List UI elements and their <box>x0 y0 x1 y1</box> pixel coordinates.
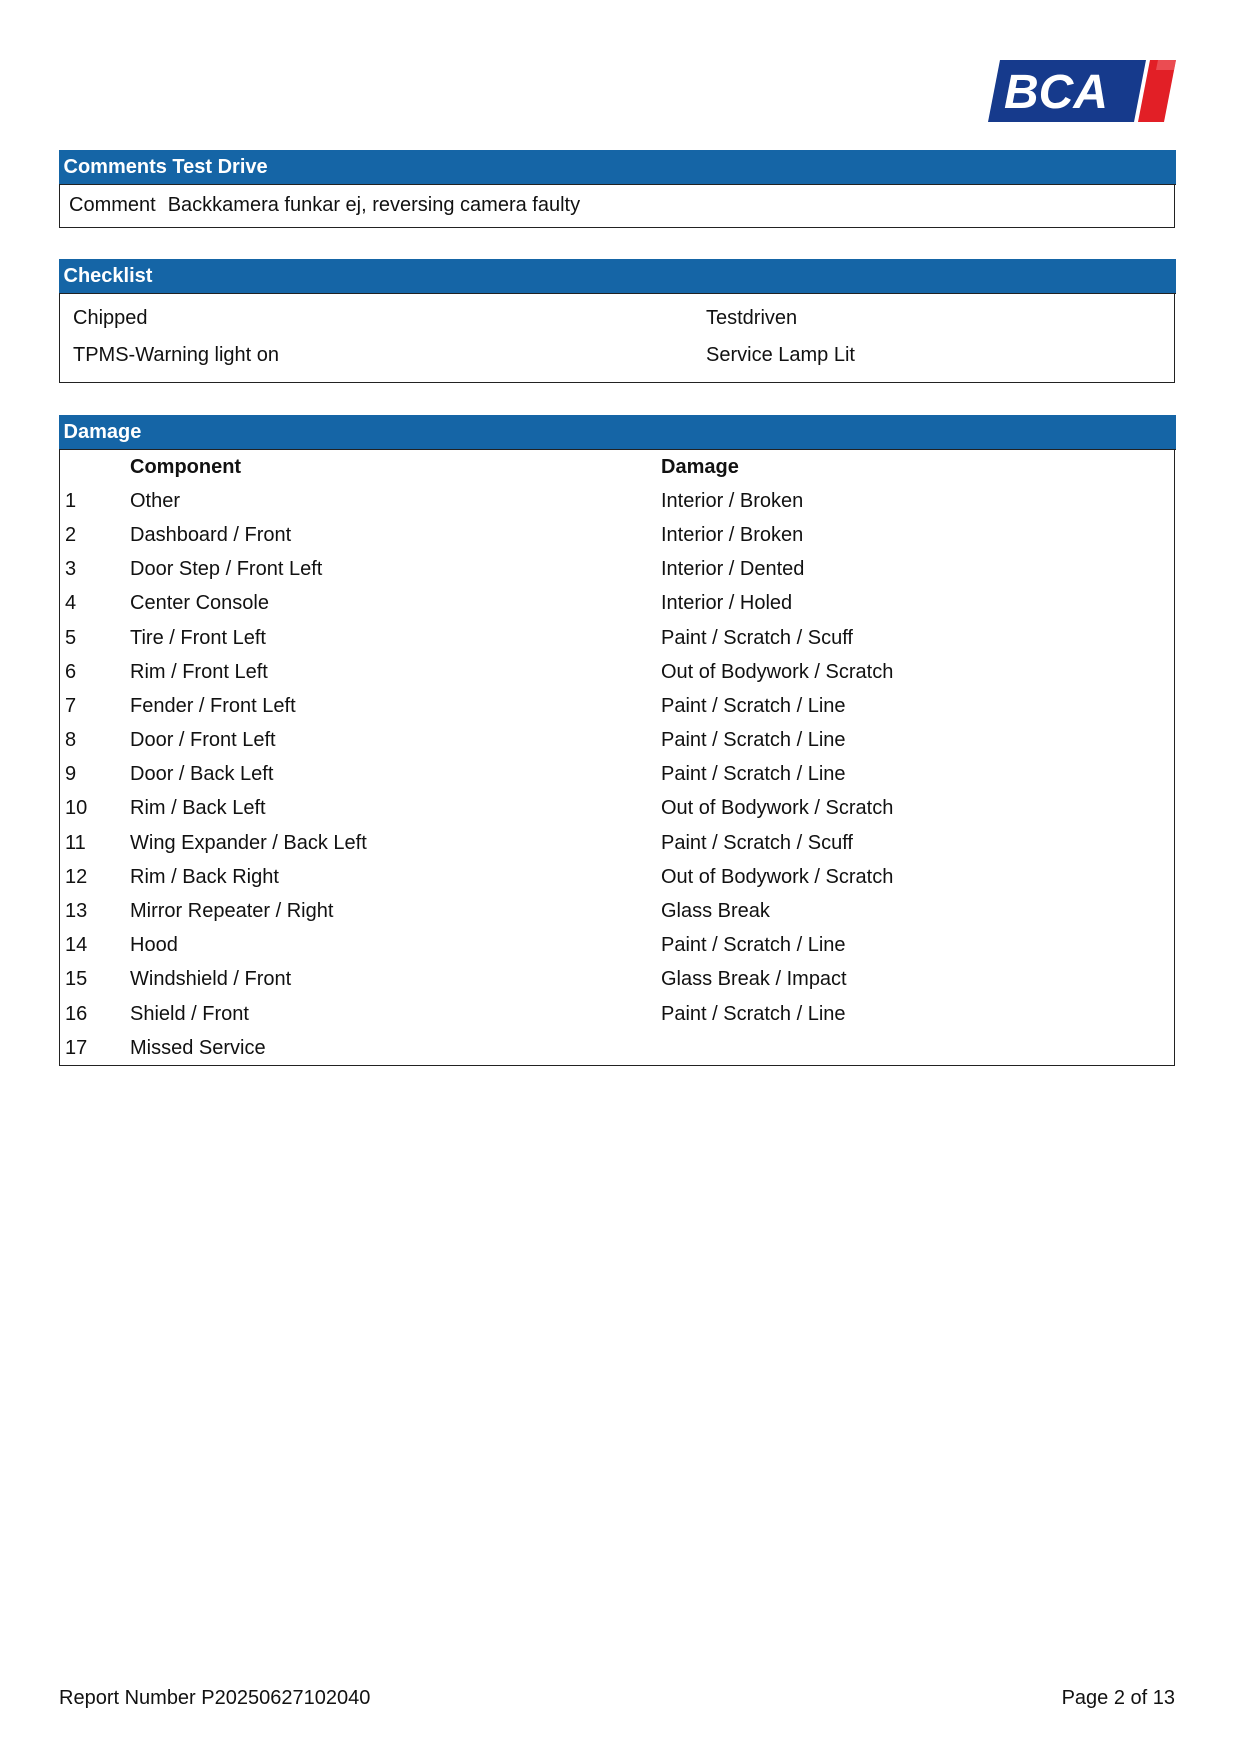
damage-table <box>60 450 1174 1065</box>
row-number: 8 <box>65 729 77 752</box>
row-component: Tire / Front Left <box>130 626 266 649</box>
report-number: Report Number P20250627102040 <box>59 1687 371 1709</box>
row-component: Door Step / Front Left <box>130 558 323 581</box>
damage-row <box>60 723 1174 757</box>
row-damage: Paint / Scratch / Line <box>661 729 846 752</box>
bca-logo <box>988 58 1176 124</box>
damage-header: Damage <box>661 455 739 478</box>
row-component: Rim / Back Right <box>130 865 279 888</box>
row-damage: Out of Bodywork / Scratch <box>661 865 894 888</box>
damage-row <box>60 791 1174 825</box>
row-component: Fender / Front Left <box>130 694 296 717</box>
damage-row <box>60 552 1174 586</box>
row-number: 5 <box>65 626 77 649</box>
row-number: 17 <box>65 1036 88 1059</box>
row-damage: Out of Bodywork / Scratch <box>661 797 894 820</box>
row-number: 12 <box>65 865 88 888</box>
row-damage: Glass Break / Impact <box>661 968 847 991</box>
damage-row <box>60 826 1174 860</box>
damage-title: Damage <box>59 415 1176 450</box>
logo-text: BCA <box>1004 66 1108 119</box>
row-number: 14 <box>65 934 88 957</box>
row-damage: Paint / Scratch / Line <box>661 934 846 957</box>
damage-row <box>60 928 1174 962</box>
comment-row <box>60 185 1174 227</box>
page-number: Page 2 of 13 <box>1061 1687 1175 1709</box>
row-component: Wing Expander / Back Left <box>130 831 367 854</box>
damage-row <box>60 962 1174 996</box>
damage-row <box>60 894 1174 928</box>
row-component: Hood <box>130 934 178 957</box>
row-component: Door / Front Left <box>130 729 276 752</box>
row-component: Dashboard / Front <box>130 523 292 546</box>
comment-value: Backkamera funkar ej, reversing camera faulty <box>167 193 581 216</box>
checklist-section <box>59 259 1175 383</box>
comment-label: Comment <box>69 193 156 216</box>
row-damage: Interior / Broken <box>661 489 804 512</box>
damage-row <box>60 518 1174 552</box>
row-component: Mirror Repeater / Right <box>130 900 334 923</box>
damage-row <box>60 1031 1174 1065</box>
row-damage: Paint / Scratch / Line <box>661 763 846 786</box>
comments-test-drive-title: Comments Test Drive <box>59 150 1176 185</box>
row-number: 1 <box>65 489 77 512</box>
row-number: 4 <box>65 592 77 615</box>
row-damage: Paint / Scratch / Scuff <box>661 626 853 649</box>
checklist-item: TPMS-Warning light on <box>73 343 279 366</box>
row-damage: Out of Bodywork / Scratch <box>661 660 894 683</box>
checklist-grid <box>60 294 1174 382</box>
checklist-item: Chipped <box>73 306 148 329</box>
row-component: Door / Back Left <box>130 763 274 786</box>
damage-row <box>60 997 1174 1031</box>
row-component: Other <box>130 489 181 512</box>
row-component: Center Console <box>130 592 269 615</box>
row-number: 11 <box>65 831 86 854</box>
row-component: Rim / Front Left <box>130 660 268 683</box>
checklist-title: Checklist <box>59 259 1176 294</box>
damage-header-row <box>60 450 1174 484</box>
row-damage: Interior / Broken <box>661 523 804 546</box>
logo-red-highlight <box>1156 60 1176 70</box>
row-damage: Glass Break <box>661 900 770 923</box>
row-number: 10 <box>65 797 88 820</box>
row-damage: Paint / Scratch / Line <box>661 1002 846 1025</box>
row-number: 3 <box>65 558 77 581</box>
row-number: 15 <box>65 968 88 991</box>
row-component: Shield / Front <box>130 1002 249 1025</box>
row-component: Windshield / Front <box>130 968 292 991</box>
row-damage: Paint / Scratch / Line <box>661 694 846 717</box>
row-number: 2 <box>65 523 77 546</box>
num-header <box>60 450 130 484</box>
row-component: Rim / Back Left <box>130 797 266 820</box>
comments-test-drive-section <box>59 150 1175 228</box>
damage-row <box>60 689 1174 723</box>
component-header: Component <box>130 455 242 478</box>
damage-row <box>60 860 1174 894</box>
damage-row <box>60 586 1174 620</box>
damage-row <box>60 655 1174 689</box>
damage-row <box>60 757 1174 791</box>
row-damage: Interior / Holed <box>661 592 793 615</box>
damage-row <box>60 620 1174 654</box>
row-number: 13 <box>65 900 88 923</box>
checklist-item: Service Lamp Lit <box>706 343 855 366</box>
row-number: 6 <box>65 660 77 683</box>
row-damage <box>661 1031 1174 1065</box>
checklist-item: Testdriven <box>706 306 798 329</box>
row-number: 9 <box>65 763 77 786</box>
row-number: 16 <box>65 1002 88 1025</box>
row-damage: Paint / Scratch / Scuff <box>661 831 853 854</box>
row-number: 7 <box>65 694 77 717</box>
damage-section <box>59 415 1175 1066</box>
damage-row <box>60 484 1174 518</box>
row-damage: Interior / Dented <box>661 558 805 581</box>
row-component: Missed Service <box>130 1036 266 1059</box>
